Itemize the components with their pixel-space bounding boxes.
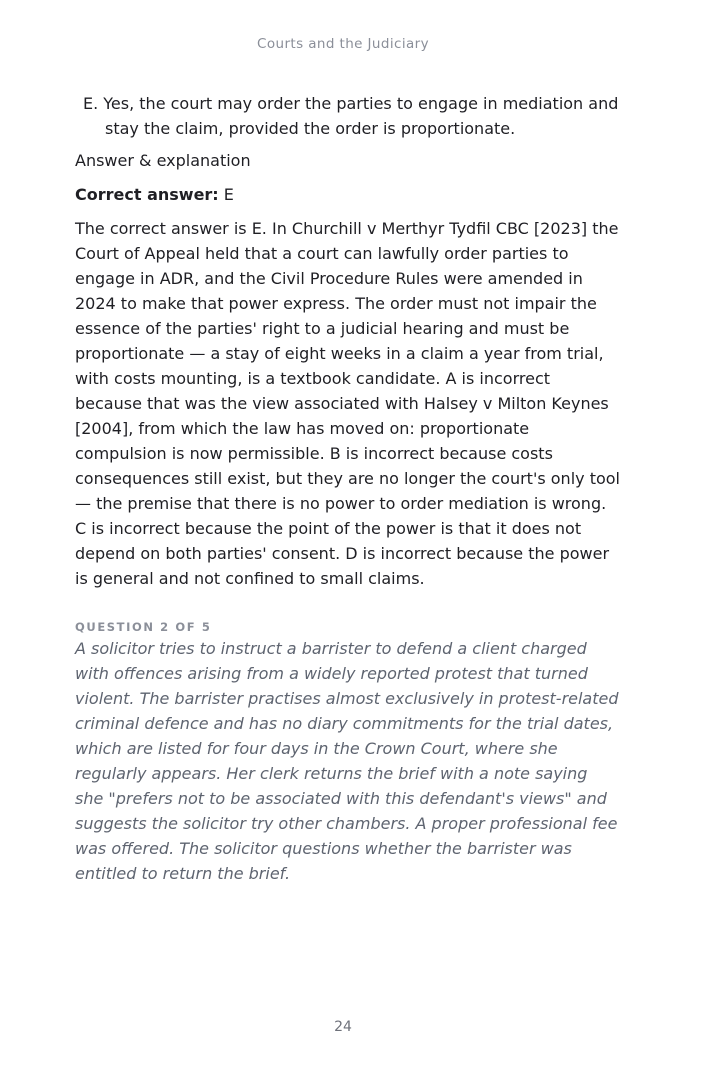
page-number: 24 xyxy=(334,1019,352,1035)
correct-answer-value: E xyxy=(223,185,234,204)
correct-answer-line xyxy=(75,182,620,207)
question-number-label: QUESTION 2 OF 5 xyxy=(75,620,212,634)
question-stem: A solicitor tries to instruct a barrister to defend a client charged with offences arising from a widely reported protest that turned violent. The barrister practises almost exclusively in protest-related criminal defence and has no diary commitments for the trial dates, which are listed for four days in the Crown Court, where she regularly appears. Her clerk returns the brief with a note saying she "prefers not to be associated with this defendant's views" and suggests the solicitor try other chambers. A proper professional fee was offered. The solicitor questions whether the barrister was entitled to return the brief. xyxy=(75,639,619,883)
answer-explanation-heading: Answer & explanation xyxy=(75,151,251,170)
page-content xyxy=(75,91,620,902)
running-header: Courts and the Judiciary xyxy=(257,36,429,52)
answer-option-e: E. Yes, the court may order the parties to engage in mediation and stay the claim, provided the order is proportionate. xyxy=(83,94,619,138)
correct-answer-label: Correct answer: xyxy=(75,185,219,204)
answer-explanation-text: The correct answer is E. In Churchill v Merthyr Tydfil CBC [2023] the Court of Appeal held that a court can lawfully order parties to engage in ADR, and the Civil Procedure Rules were amended in 2024 to make that power express. The order must not impair the essence of the parties' right to a judicial hearing and must be proportionate — a stay of eight weeks in a claim a year from trial, with costs mounting, is a textbook candidate. A is incorrect because that was the view associated with Halsey v Milton Keynes [2004], from which the law has moved on: proportionate compulsion is now permissible. B is incorrect because costs consequences still exist, but they are no longer the court's only tool — the premise that there is no power to order mediation is wrong. C is incorrect because the point of the power is that it does not depend on both parties' consent. D is incorrect because the power is general and not confined to small claims. xyxy=(75,219,620,588)
